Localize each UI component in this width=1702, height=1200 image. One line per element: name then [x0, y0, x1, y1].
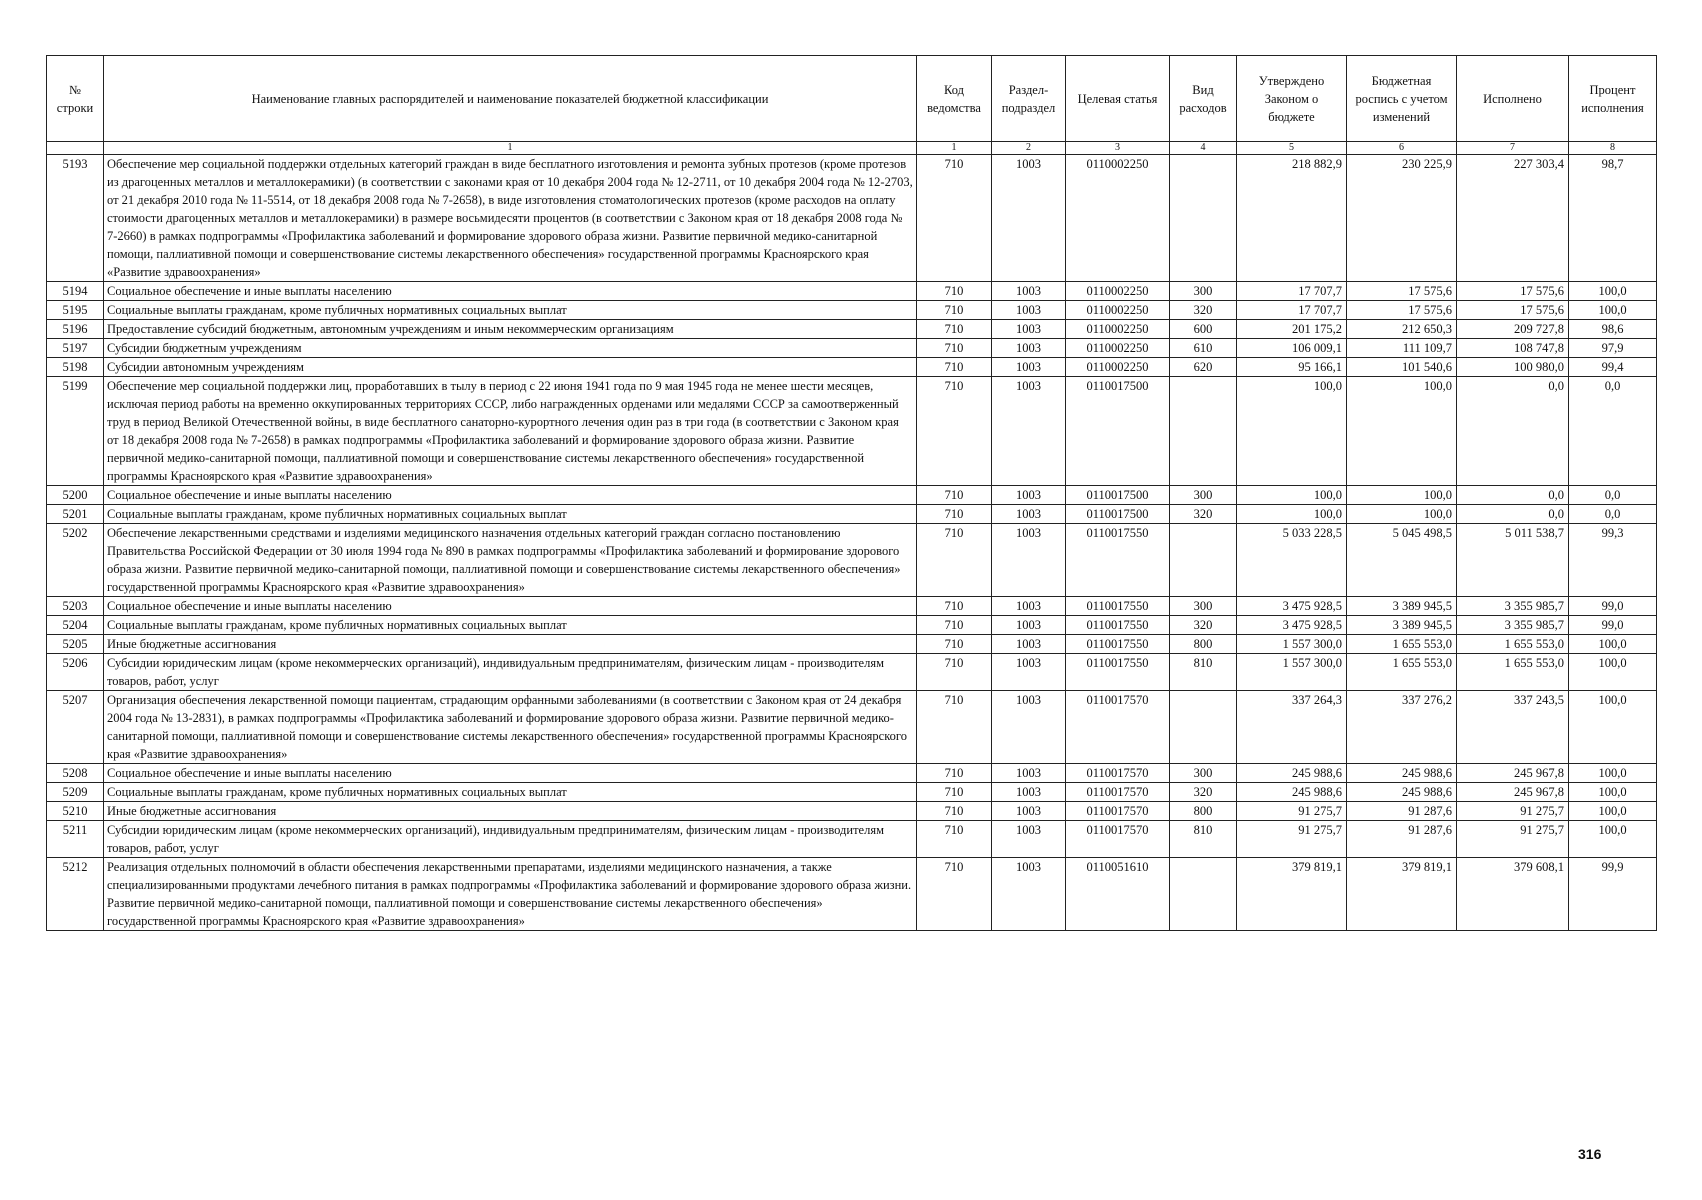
header-row — [47, 56, 1657, 142]
row-dept-code: 710 — [917, 802, 992, 821]
row-executed: 0,0 — [1457, 505, 1569, 524]
row-name: Иные бюджетные ассигнования — [104, 802, 917, 821]
table-row — [47, 783, 1657, 802]
row-name: Субсидии бюджетным учреждениям — [104, 339, 917, 358]
row-target: 0110017550 — [1066, 597, 1170, 616]
row-number: 5209 — [47, 783, 104, 802]
row-dept-code: 710 — [917, 597, 992, 616]
row-approved: 3 475 928,5 — [1237, 616, 1347, 635]
row-executed: 1 655 553,0 — [1457, 654, 1569, 691]
row-percent: 98,7 — [1569, 155, 1657, 282]
budget-table — [46, 55, 1657, 931]
row-dept-code: 710 — [917, 320, 992, 339]
row-executed: 337 243,5 — [1457, 691, 1569, 764]
row-target: 0110017570 — [1066, 821, 1170, 858]
table-row — [47, 616, 1657, 635]
row-percent: 100,0 — [1569, 764, 1657, 783]
row-target: 0110051610 — [1066, 858, 1170, 931]
row-exp-type: 810 — [1170, 654, 1237, 691]
row-executed: 17 575,6 — [1457, 301, 1569, 320]
row-number: 5208 — [47, 764, 104, 783]
row-name: Социальное обеспечение и иные выплаты населению — [104, 764, 917, 783]
row-section: 1003 — [992, 783, 1066, 802]
row-dept-code: 710 — [917, 358, 992, 377]
row-approved: 245 988,6 — [1237, 764, 1347, 783]
table-row — [47, 764, 1657, 783]
row-section: 1003 — [992, 524, 1066, 597]
row-exp-type: 620 — [1170, 358, 1237, 377]
row-schedule: 212 650,3 — [1347, 320, 1457, 339]
row-section: 1003 — [992, 282, 1066, 301]
row-exp-type: 810 — [1170, 821, 1237, 858]
row-number: 5203 — [47, 597, 104, 616]
row-schedule: 100,0 — [1347, 377, 1457, 486]
row-dept-code: 710 — [917, 858, 992, 931]
table-row — [47, 505, 1657, 524]
table-row — [47, 858, 1657, 931]
row-section: 1003 — [992, 339, 1066, 358]
column-number: 1 — [917, 142, 992, 155]
row-target: 0110017500 — [1066, 486, 1170, 505]
row-schedule: 3 389 945,5 — [1347, 616, 1457, 635]
row-executed: 91 275,7 — [1457, 821, 1569, 858]
row-percent: 100,0 — [1569, 802, 1657, 821]
table-row — [47, 691, 1657, 764]
row-name: Социальные выплаты гражданам, кроме публичных нормативных социальных выплат — [104, 783, 917, 802]
row-dept-code: 710 — [917, 821, 992, 858]
row-exp-type — [1170, 377, 1237, 486]
row-target: 0110017570 — [1066, 764, 1170, 783]
column-number: 8 — [1569, 142, 1657, 155]
row-target: 0110017550 — [1066, 635, 1170, 654]
row-name: Социальное обеспечение и иные выплаты населению — [104, 486, 917, 505]
row-section: 1003 — [992, 616, 1066, 635]
row-number: 5204 — [47, 616, 104, 635]
row-number: 5206 — [47, 654, 104, 691]
row-section: 1003 — [992, 764, 1066, 783]
row-percent: 100,0 — [1569, 282, 1657, 301]
row-section: 1003 — [992, 505, 1066, 524]
row-name: Социальные выплаты гражданам, кроме публичных нормативных социальных выплат — [104, 616, 917, 635]
row-target: 0110002250 — [1066, 339, 1170, 358]
row-executed: 100 980,0 — [1457, 358, 1569, 377]
column-number: 5 — [1237, 142, 1347, 155]
row-number: 5197 — [47, 339, 104, 358]
header-schedule: Бюджетная роспись с учетом изменений — [1347, 56, 1457, 142]
row-number: 5200 — [47, 486, 104, 505]
row-approved: 95 166,1 — [1237, 358, 1347, 377]
row-name: Социальные выплаты гражданам, кроме публичных нормативных социальных выплат — [104, 301, 917, 320]
row-section: 1003 — [992, 320, 1066, 339]
row-section: 1003 — [992, 635, 1066, 654]
row-exp-type: 300 — [1170, 486, 1237, 505]
row-dept-code: 710 — [917, 764, 992, 783]
row-target: 0110002250 — [1066, 282, 1170, 301]
row-approved: 91 275,7 — [1237, 821, 1347, 858]
row-name: Субсидии юридическим лицам (кроме некоммерческих организаций), индивидуальным предпринимателям, физическим лицам - производителям товаров, работ, услуг — [104, 654, 917, 691]
row-approved: 100,0 — [1237, 505, 1347, 524]
row-approved: 218 882,9 — [1237, 155, 1347, 282]
row-approved: 17 707,7 — [1237, 301, 1347, 320]
table-row — [47, 821, 1657, 858]
row-schedule: 245 988,6 — [1347, 783, 1457, 802]
row-exp-type: 320 — [1170, 616, 1237, 635]
column-number: 1 — [104, 142, 917, 155]
row-executed: 245 967,8 — [1457, 783, 1569, 802]
row-dept-code: 710 — [917, 377, 992, 486]
row-schedule: 1 655 553,0 — [1347, 654, 1457, 691]
row-approved: 5 033 228,5 — [1237, 524, 1347, 597]
header-approved: Утверждено Законом о бюджете — [1237, 56, 1347, 142]
row-dept-code: 710 — [917, 524, 992, 597]
row-percent: 99,4 — [1569, 358, 1657, 377]
row-exp-type: 800 — [1170, 635, 1237, 654]
row-target: 0110002250 — [1066, 301, 1170, 320]
row-schedule: 17 575,6 — [1347, 282, 1457, 301]
row-executed: 3 355 985,7 — [1457, 616, 1569, 635]
row-approved: 379 819,1 — [1237, 858, 1347, 931]
row-percent: 97,9 — [1569, 339, 1657, 358]
header-exp-type: Вид расходов — [1170, 56, 1237, 142]
row-number: 5196 — [47, 320, 104, 339]
row-target: 0110017550 — [1066, 616, 1170, 635]
row-schedule: 379 819,1 — [1347, 858, 1457, 931]
row-executed: 5 011 538,7 — [1457, 524, 1569, 597]
table-row — [47, 597, 1657, 616]
row-dept-code: 710 — [917, 635, 992, 654]
table-body — [47, 155, 1657, 931]
column-number: 6 — [1347, 142, 1457, 155]
row-dept-code: 710 — [917, 616, 992, 635]
row-exp-type: 300 — [1170, 282, 1237, 301]
row-percent: 0,0 — [1569, 505, 1657, 524]
row-number: 5210 — [47, 802, 104, 821]
row-exp-type: 600 — [1170, 320, 1237, 339]
row-number: 5205 — [47, 635, 104, 654]
row-exp-type: 800 — [1170, 802, 1237, 821]
row-exp-type: 320 — [1170, 301, 1237, 320]
row-name: Иные бюджетные ассигнования — [104, 635, 917, 654]
row-percent: 99,3 — [1569, 524, 1657, 597]
row-executed: 108 747,8 — [1457, 339, 1569, 358]
table-row — [47, 339, 1657, 358]
row-schedule: 245 988,6 — [1347, 764, 1457, 783]
row-dept-code: 710 — [917, 654, 992, 691]
row-dept-code: 710 — [917, 301, 992, 320]
row-dept-code: 710 — [917, 282, 992, 301]
row-section: 1003 — [992, 301, 1066, 320]
row-schedule: 230 225,9 — [1347, 155, 1457, 282]
row-name: Субсидии юридическим лицам (кроме некоммерческих организаций), индивидуальным предпринимателям, физическим лицам - производителям товаров, работ, услуг — [104, 821, 917, 858]
row-executed: 1 655 553,0 — [1457, 635, 1569, 654]
column-number-blank — [47, 142, 104, 155]
row-exp-type: 610 — [1170, 339, 1237, 358]
row-section: 1003 — [992, 654, 1066, 691]
row-name: Предоставление субсидий бюджетным, автономным учреждениям и иным некоммерческим организациям — [104, 320, 917, 339]
row-number: 5212 — [47, 858, 104, 931]
row-percent: 100,0 — [1569, 691, 1657, 764]
row-approved: 106 009,1 — [1237, 339, 1347, 358]
row-exp-type — [1170, 691, 1237, 764]
row-executed: 0,0 — [1457, 377, 1569, 486]
row-target: 0110002250 — [1066, 358, 1170, 377]
row-approved: 100,0 — [1237, 486, 1347, 505]
row-schedule: 100,0 — [1347, 486, 1457, 505]
row-percent: 100,0 — [1569, 783, 1657, 802]
row-section: 1003 — [992, 858, 1066, 931]
row-schedule: 337 276,2 — [1347, 691, 1457, 764]
table-row — [47, 282, 1657, 301]
row-section: 1003 — [992, 377, 1066, 486]
row-executed: 91 275,7 — [1457, 802, 1569, 821]
column-number: 7 — [1457, 142, 1569, 155]
header-row-number: № строки — [47, 56, 104, 142]
header-percent: Процент исполнения — [1569, 56, 1657, 142]
row-schedule: 100,0 — [1347, 505, 1457, 524]
row-name: Обеспечение мер социальной поддержки лиц, проработавших в тылу в период с 22 июня 1941 года по 9 мая 1945 года не менее шести месяцев, исключая период работы на временно оккупированных территориях СССР, либо награжденных орденами или медалями СССР за самоотверженный труд в период Великой Отечественной войны, в виде бесплатного санаторно-курортного лечения один раз в три года (в соответствии с Законом края от 18 декабря 2008 года № 7-2658) в рамках подпрограммы «Профилактика заболеваний и формирование здорового образа жизни. Развитие первичной медико-санитарной помощи, паллиативной помощи и совершенствование системы лекарственного обеспечения» государственной программы Красноярского края «Развитие здравоохранения» — [104, 377, 917, 486]
row-executed: 227 303,4 — [1457, 155, 1569, 282]
row-target: 0110017500 — [1066, 505, 1170, 524]
row-approved: 100,0 — [1237, 377, 1347, 486]
row-target: 0110017550 — [1066, 654, 1170, 691]
row-section: 1003 — [992, 358, 1066, 377]
header-dept-code: Код ведомства — [917, 56, 992, 142]
row-dept-code: 710 — [917, 783, 992, 802]
row-dept-code: 710 — [917, 505, 992, 524]
row-dept-code: 710 — [917, 155, 992, 282]
table-row — [47, 320, 1657, 339]
row-schedule: 111 109,7 — [1347, 339, 1457, 358]
table-row — [47, 358, 1657, 377]
row-executed: 3 355 985,7 — [1457, 597, 1569, 616]
row-number: 5195 — [47, 301, 104, 320]
row-schedule: 101 540,6 — [1347, 358, 1457, 377]
row-schedule: 5 045 498,5 — [1347, 524, 1457, 597]
table-row — [47, 635, 1657, 654]
row-number: 5193 — [47, 155, 104, 282]
row-name: Субсидии автономным учреждениям — [104, 358, 917, 377]
row-target: 0110017570 — [1066, 691, 1170, 764]
row-percent: 100,0 — [1569, 821, 1657, 858]
row-number: 5194 — [47, 282, 104, 301]
row-number: 5198 — [47, 358, 104, 377]
row-section: 1003 — [992, 691, 1066, 764]
column-number: 3 — [1066, 142, 1170, 155]
row-exp-type: 300 — [1170, 764, 1237, 783]
row-schedule: 91 287,6 — [1347, 802, 1457, 821]
table-row — [47, 155, 1657, 282]
column-number: 4 — [1170, 142, 1237, 155]
row-executed: 245 967,8 — [1457, 764, 1569, 783]
row-section: 1003 — [992, 597, 1066, 616]
row-approved: 17 707,7 — [1237, 282, 1347, 301]
row-percent: 100,0 — [1569, 654, 1657, 691]
row-schedule: 17 575,6 — [1347, 301, 1457, 320]
row-exp-type: 300 — [1170, 597, 1237, 616]
header-executed: Исполнено — [1457, 56, 1569, 142]
row-number: 5199 — [47, 377, 104, 486]
row-schedule: 1 655 553,0 — [1347, 635, 1457, 654]
row-percent: 100,0 — [1569, 301, 1657, 320]
table-row — [47, 654, 1657, 691]
row-schedule: 91 287,6 — [1347, 821, 1457, 858]
row-name: Обеспечение мер социальной поддержки отдельных категорий граждан в виде бесплатного изготовления и ремонта зубных протезов (кроме протезов из драгоценных металлов и металлокерамики) (в соответствии с законами края от 10 декабря 2004 года № 12-2711, от 10 декабря 2004 года № 12-2703, от 21 декабря 2010 года № 11-5514, от 18 декабря 2008 года № 7-2658), в виде изготовления стоматологических протезов (кроме расходов на оплату стоимости драгоценных металлов и металлокерамики) в размере восьмидесяти процентов (в соответствии с Законом края от 18 декабря 2008 года № 7-2660) в рамках подпрограммы «Профилактика заболеваний и формирование здорового образа жизни. Развитие первичной медико-санитарной помощи, паллиативной помощи и совершенствование системы лекарственного обеспечения» государственной программы Красноярского края «Развитие здравоохранения» — [104, 155, 917, 282]
row-exp-type — [1170, 858, 1237, 931]
row-section: 1003 — [992, 155, 1066, 282]
row-number: 5207 — [47, 691, 104, 764]
row-exp-type — [1170, 155, 1237, 282]
row-name: Социальные выплаты гражданам, кроме публичных нормативных социальных выплат — [104, 505, 917, 524]
row-exp-type — [1170, 524, 1237, 597]
table-row — [47, 301, 1657, 320]
row-percent: 0,0 — [1569, 486, 1657, 505]
row-approved: 1 557 300,0 — [1237, 635, 1347, 654]
row-approved: 1 557 300,0 — [1237, 654, 1347, 691]
row-dept-code: 710 — [917, 339, 992, 358]
row-percent: 0,0 — [1569, 377, 1657, 486]
row-approved: 337 264,3 — [1237, 691, 1347, 764]
header-name: Наименование главных распорядителей и наименование показателей бюджетной классификации — [104, 56, 917, 142]
row-percent: 99,0 — [1569, 616, 1657, 635]
column-number-row — [47, 142, 1657, 155]
row-approved: 201 175,2 — [1237, 320, 1347, 339]
row-percent: 100,0 — [1569, 635, 1657, 654]
row-executed: 0,0 — [1457, 486, 1569, 505]
row-executed: 17 575,6 — [1457, 282, 1569, 301]
row-number: 5211 — [47, 821, 104, 858]
row-section: 1003 — [992, 486, 1066, 505]
row-target: 0110002250 — [1066, 155, 1170, 282]
row-approved: 245 988,6 — [1237, 783, 1347, 802]
header-target: Целевая статья — [1066, 56, 1170, 142]
header-section: Раздел-подраздел — [992, 56, 1066, 142]
row-name: Социальное обеспечение и иные выплаты населению — [104, 282, 917, 301]
row-approved: 3 475 928,5 — [1237, 597, 1347, 616]
row-percent: 99,9 — [1569, 858, 1657, 931]
row-schedule: 3 389 945,5 — [1347, 597, 1457, 616]
row-executed: 209 727,8 — [1457, 320, 1569, 339]
row-name: Реализация отдельных полномочий в области обеспечения лекарственными препаратами, изделиями медицинского назначения, а также специализированными продуктами лечебного питания в рамках подпрограммы «Профилактика заболеваний и формирование здорового образа жизни. Развитие первичной медико-санитарной помощи, паллиативной помощи и совершенствование системы лекарственного обеспечения» государственной программы Красноярского края «Развитие здравоохранения» — [104, 858, 917, 931]
row-percent: 99,0 — [1569, 597, 1657, 616]
row-dept-code: 710 — [917, 486, 992, 505]
column-number: 2 — [992, 142, 1066, 155]
row-number: 5202 — [47, 524, 104, 597]
row-executed: 379 608,1 — [1457, 858, 1569, 931]
row-approved: 91 275,7 — [1237, 802, 1347, 821]
row-number: 5201 — [47, 505, 104, 524]
row-section: 1003 — [992, 821, 1066, 858]
page-number: 316 — [1578, 1146, 1602, 1162]
table-row — [47, 802, 1657, 821]
table-row — [47, 377, 1657, 486]
row-target: 0110017570 — [1066, 802, 1170, 821]
row-name: Социальное обеспечение и иные выплаты населению — [104, 597, 917, 616]
row-exp-type: 320 — [1170, 783, 1237, 802]
table-row — [47, 524, 1657, 597]
row-exp-type: 320 — [1170, 505, 1237, 524]
row-target: 0110017570 — [1066, 783, 1170, 802]
row-target: 0110002250 — [1066, 320, 1170, 339]
row-name: Организация обеспечения лекарственной помощи пациентам, страдающим орфанными заболеваниями (в соответствии с Законом края от 24 декабря 2004 года № 13-2831), в рамках подпрограммы «Профилактика заболеваний и формирование здорового образа жизни. Развитие первичной медико-санитарной помощи, паллиативной помощи и совершенствование системы лекарственного обеспечения» государственной программы Красноярского края «Развитие здравоохранения» — [104, 691, 917, 764]
row-percent: 98,6 — [1569, 320, 1657, 339]
row-name: Обеспечение лекарственными средствами и изделиями медицинского назначения отдельных категорий граждан согласно постановлению Правительства Российской Федерации от 30 июля 1994 года № 890 в рамках подпрограммы «Профилактика заболеваний и формирование здорового образа жизни. Развитие первичной медико-санитарной помощи, паллиативной помощи и совершенствование системы лекарственного обеспечения» государственной программы Красноярского края «Развитие здравоохранения» — [104, 524, 917, 597]
row-section: 1003 — [992, 802, 1066, 821]
row-target: 0110017500 — [1066, 377, 1170, 486]
row-target: 0110017550 — [1066, 524, 1170, 597]
table-row — [47, 486, 1657, 505]
row-dept-code: 710 — [917, 691, 992, 764]
